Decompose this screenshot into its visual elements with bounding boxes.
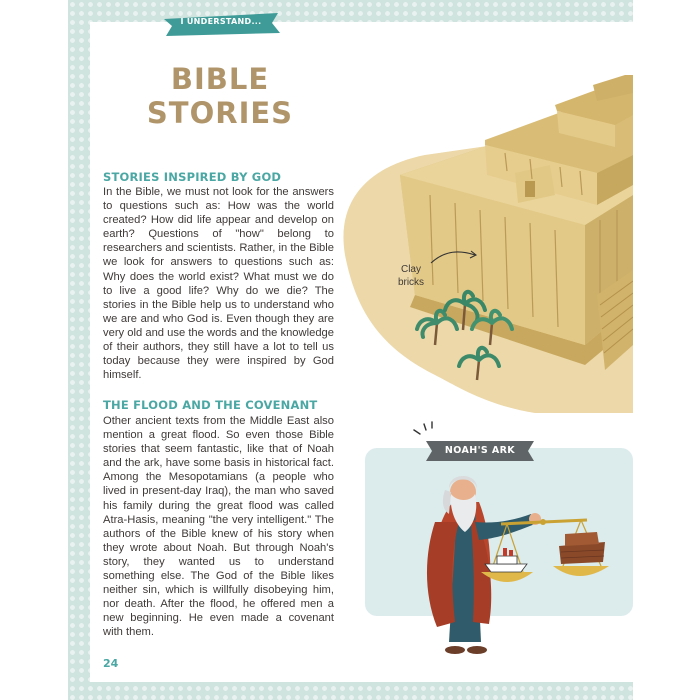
ziggurat-illustration <box>335 45 633 415</box>
section-heading-2: THE FLOOD AND THE COVENANT <box>103 398 318 412</box>
section-paragraph-2: Other ancient texts from the Middle East also mention a great flood. So even those Bible stories that seem fantastic, like that of Noah and the ark, have some basis in historical fact. Among the Mesopotamians (a people who lived in present-day Iraq), the man who saved his family during the great flood was called Atra-Hasis, meaning "the very intelligent." The authors of the Bible knew of his story when they wrote about Noah. But through Noah's story, they wanted us to understand something else. The God of the Bible likes neither sin, which is willfully disobeying him, nor death. After the flood, he offered men a new beginning. He even made a covenant with them. <box>103 415 334 639</box>
page-title <box>140 62 300 130</box>
title-line-2: STORIES <box>146 96 294 130</box>
noahs-ark-tag-label: NOAH'S ARK <box>444 445 516 456</box>
banner-label: I UNDERSTAND... <box>180 17 262 26</box>
section-banner <box>160 11 282 37</box>
section-paragraph-1: In the Bible, we must not look for the answers to questions such as: How was the world created? How did life appear and develop on earth? Questions of "how" belong to researchers and scientists. Rather, in the Bible we look for answers to questions such as: Why does the world exist? What must we do to live a good life? Why do we die? The stories in the Bible help us to understand who we are and who God is. Even though they are very old and use the words and the knowledge of their authors, they still have a lot to tell us today because they were inspired by God himself. <box>103 186 334 382</box>
section-heading-1: STORIES INSPIRED BY GOD <box>103 170 282 184</box>
noah-illustration <box>415 462 615 672</box>
clay-bricks-label: Clay bricks <box>397 264 425 288</box>
page-number: 24 <box>103 657 119 670</box>
title-line-1: BIBLE <box>170 62 270 96</box>
emphasis-marks <box>410 420 440 444</box>
noahs-ark-tag <box>426 441 534 461</box>
